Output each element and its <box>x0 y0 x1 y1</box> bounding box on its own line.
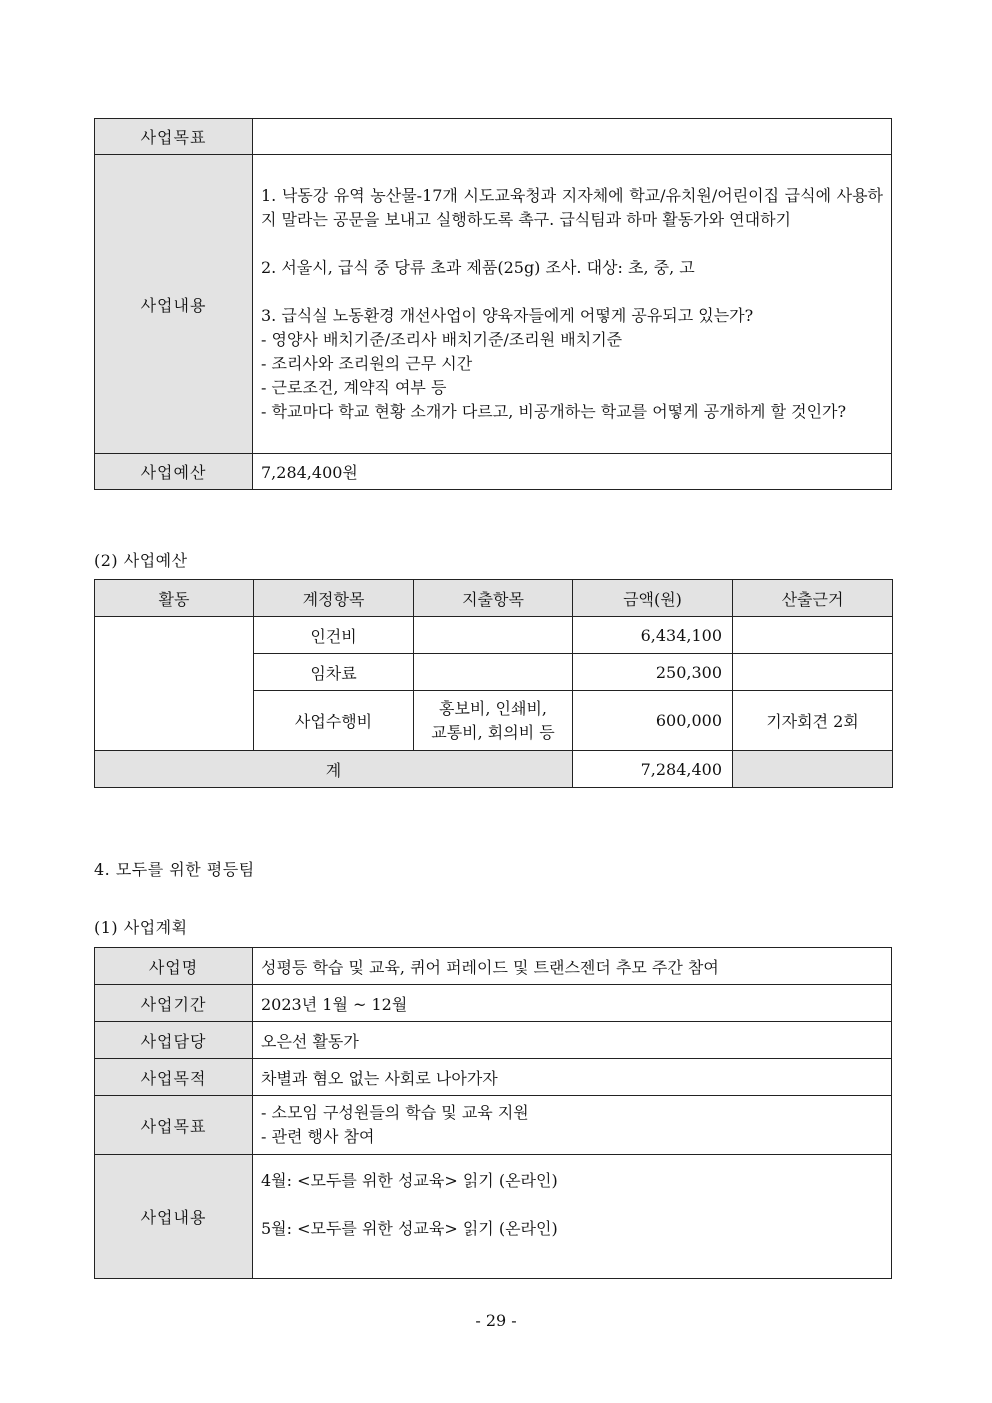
amount-cell: 6,434,100 <box>573 617 733 654</box>
header-activity: 활동 <box>95 580 254 617</box>
budget-table <box>94 579 893 788</box>
expense-cell <box>414 654 573 691</box>
goal-line-2: - 관련 행사 참여 <box>261 1127 375 1146</box>
content-item-2: 2. 서울시, 급식 중 당류 초과 제품(25g) 조사. 대상: 초, 중, 고 <box>261 258 695 277</box>
content-label: 사업내용 <box>95 1155 253 1279</box>
goal-value <box>253 119 892 155</box>
budget-plan-table-1 <box>94 118 892 490</box>
section-budget-heading: (2) 사업예산 <box>94 551 188 570</box>
content-item-1: 1. 낙동강 유역 농산물-17개 시도교육청과 지자체에 학교/유치원/어린이집 급식에 사용하지 말라는 공문을 보내고 실행하도록 촉구. 급식팀과 하마 활동가와 연대하기 <box>261 186 883 229</box>
business-plan-table <box>94 947 892 1279</box>
account-cell: 인건비 <box>254 617 414 654</box>
content-sub-4: - 학교마다 학교 현황 소개가 다르고, 비공개하는 학교를 어떻게 공개하게 할 것인가? <box>261 402 847 421</box>
expense-cell <box>414 617 573 654</box>
header-amount: 금액(원) <box>573 580 733 617</box>
name-value: 성평등 학습 및 교육, 퀴어 퍼레이드 및 트랜스젠더 추모 주간 참여 <box>253 948 892 985</box>
section-plan-heading: (1) 사업계획 <box>94 918 188 937</box>
activity-cell <box>95 617 254 751</box>
expense-cell <box>414 691 573 751</box>
budget-value: 7,284,400원 <box>253 454 892 490</box>
period-value: 2023년 1월 ~ 12월 <box>253 985 892 1022</box>
content-line-2: 5월: <모두를 위한 성교육> 읽기 (온라인) <box>261 1219 558 1238</box>
account-cell: 사업수행비 <box>254 691 414 751</box>
budget-table-header <box>95 580 893 617</box>
basis-cell: 기자회견 2회 <box>733 691 893 751</box>
account-cell: 임차료 <box>254 654 414 691</box>
amount-cell: 600,000 <box>573 691 733 751</box>
total-amount: 7,284,400 <box>573 751 733 788</box>
amount-cell: 250,300 <box>573 654 733 691</box>
goal-cell <box>253 1096 892 1155</box>
content-line-1: 4월: <모두를 위한 성교육> 읽기 (온라인) <box>261 1171 558 1190</box>
budget-label: 사업예산 <box>95 454 253 490</box>
content-item-3: 3. 급식실 노동환경 개선사업이 양육자들에게 어떻게 공유되고 있는가? <box>261 306 754 325</box>
content-label: 사업내용 <box>95 155 253 454</box>
total-basis <box>733 751 893 788</box>
page-number: - 29 - <box>475 1311 517 1330</box>
total-label: 계 <box>95 751 573 788</box>
content-sub-2: - 조리사와 조리원의 근무 시간 <box>261 354 473 373</box>
purpose-value: 차별과 혐오 없는 사회로 나아가자 <box>253 1059 892 1096</box>
basis-cell <box>733 617 893 654</box>
header-expense: 지출항목 <box>414 580 573 617</box>
content-cell <box>253 1155 892 1279</box>
period-label: 사업기간 <box>95 985 253 1022</box>
section-team-heading: 4. 모두를 위한 평등팀 <box>94 860 255 879</box>
manager-value: 오은선 활동가 <box>253 1022 892 1059</box>
header-basis: 산출근거 <box>733 580 893 617</box>
total-row <box>95 751 893 788</box>
name-label: 사업명 <box>95 948 253 985</box>
content-cell <box>253 155 892 454</box>
goal-label: 사업목표 <box>95 119 253 155</box>
expense-line-2: 교통비, 회의비 등 <box>431 722 555 742</box>
content-sub-3: - 근로조건, 계약직 여부 등 <box>261 378 447 397</box>
purpose-label: 사업목적 <box>95 1059 253 1096</box>
manager-label: 사업담당 <box>95 1022 253 1059</box>
header-account: 계정항목 <box>254 580 414 617</box>
expense-line-1: 홍보비, 인쇄비, <box>439 698 547 718</box>
goal-line-1: - 소모임 구성원들의 학습 및 교육 지원 <box>261 1103 529 1122</box>
basis-cell <box>733 654 893 691</box>
content-sub-1: - 영양사 배치기준/조리사 배치기준/조리원 배치기준 <box>261 330 623 349</box>
goal-label: 사업목표 <box>95 1096 253 1155</box>
table-row <box>95 617 893 654</box>
